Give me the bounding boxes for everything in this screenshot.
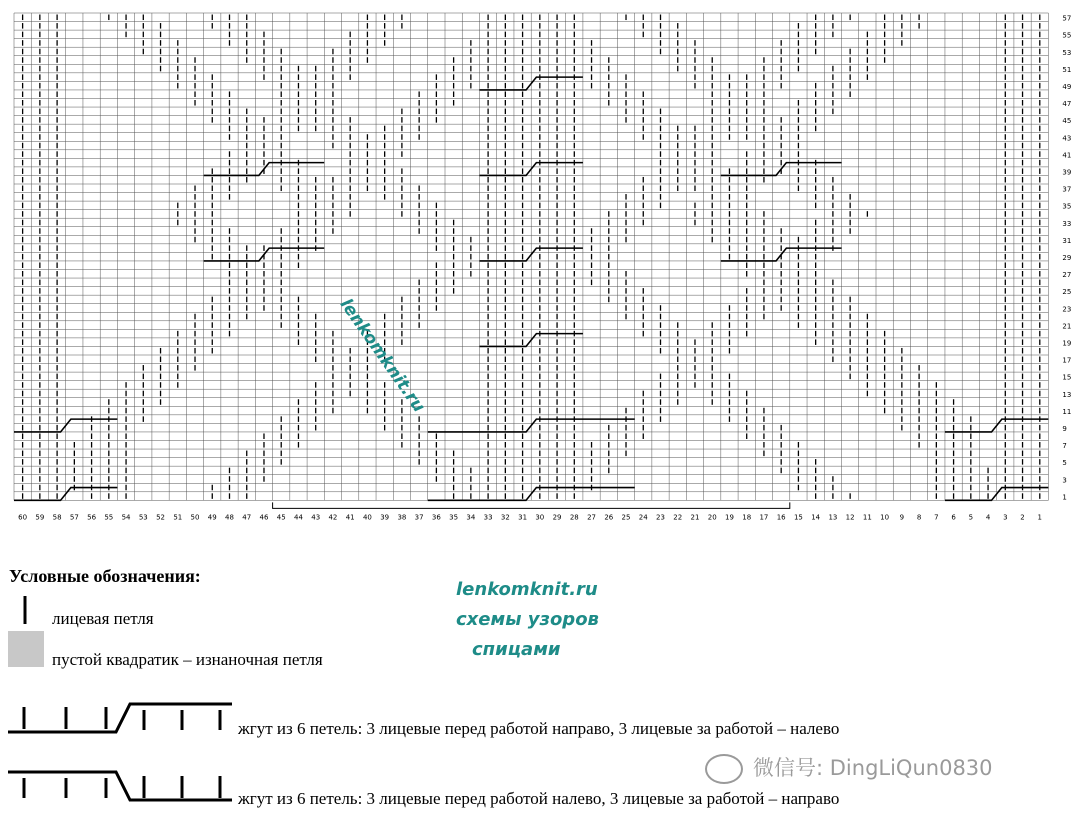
column-label: 35 [449,513,459,522]
row-label: 41 [1062,151,1072,160]
legend-knit-label: лицевая петля [52,609,154,628]
column-label: 27 [587,513,597,522]
legend-purl-label: пустой квадратик – изнаночная петля [52,650,323,669]
row-label: 17 [1062,356,1072,365]
row-label: 1 [1062,493,1067,502]
row-label: 19 [1062,339,1072,348]
column-label: 11 [862,513,872,522]
row-label: 53 [1062,48,1072,57]
column-label: 16 [776,513,786,522]
row-label: 27 [1062,271,1072,280]
column-label: 4 [985,513,991,522]
column-label: 37 [414,513,424,522]
column-label: 32 [500,513,510,522]
row-label: 7 [1062,442,1067,451]
column-label: 15 [793,513,803,522]
column-label: 18 [742,513,752,522]
column-label: 57 [69,513,79,522]
column-label: 58 [52,513,62,522]
column-label: 12 [845,513,855,522]
row-label: 29 [1062,253,1072,262]
column-label: 10 [880,513,890,522]
knit-symbol-icon [10,594,40,626]
left-cable-symbol-icon [6,768,238,808]
row-label: 45 [1062,117,1072,126]
column-label: 56 [87,513,97,522]
row-label: 25 [1062,288,1072,297]
repeat-bracket-line [273,502,790,508]
row-label: 21 [1062,322,1072,331]
column-label: 50 [190,513,200,522]
watermark-site: lenkomknit.ru [456,579,598,600]
column-label: 9 [899,513,905,522]
column-label: 45 [276,513,286,522]
chart-grid [14,13,1048,500]
column-label: 22 [673,513,683,522]
column-label: 40 [362,513,372,522]
column-label: 17 [759,513,769,522]
column-label: 28 [569,513,579,522]
row-label: 3 [1062,476,1067,485]
row-label: 47 [1062,100,1072,109]
column-label: 42 [328,513,338,522]
column-label: 3 [1003,513,1008,522]
row-label: 57 [1062,14,1072,23]
column-label: 38 [397,513,407,522]
column-label: 34 [466,513,476,522]
column-label: 54 [121,513,131,522]
column-label: 23 [656,513,665,522]
row-label: 13 [1062,390,1072,399]
column-label: 20 [707,513,717,522]
column-label: 25 [621,513,631,522]
row-label: 5 [1062,459,1067,468]
pattern-repeat-bracket [273,502,790,508]
row-label: 55 [1062,31,1072,40]
column-number-labels [18,513,1042,521]
row-label: 23 [1062,305,1072,314]
watermark-line2: схемы узоров [456,609,599,630]
row-label: 15 [1062,373,1072,382]
row-label: 35 [1062,202,1072,211]
legend-title: Условные обозначения: [9,566,201,586]
column-label: 31 [518,513,528,522]
column-label: 19 [724,513,734,522]
column-label: 41 [345,513,355,522]
column-label: 44 [293,513,303,522]
row-label: 11 [1062,407,1072,416]
column-label: 55 [104,513,114,522]
row-label: 31 [1062,236,1072,245]
column-label: 59 [35,513,45,522]
row-label: 39 [1062,168,1072,177]
row-label: 49 [1062,82,1072,91]
column-label: 51 [173,513,183,522]
column-label: 21 [690,513,700,522]
watermark-line3: спицами [472,639,561,660]
column-label: 6 [951,513,956,522]
wechat-id: 微信号: DingLiQun0830 [753,756,993,780]
legend-right-cable-label: жгут из 6 петель: 3 лицевые перед работой направо, 3 лицевые за работой – налево [238,719,840,738]
column-label: 48 [225,513,234,522]
column-label: 49 [207,513,217,522]
column-label: 53 [138,513,148,522]
wechat-watermark [705,752,993,784]
column-label: 8 [916,513,922,522]
column-label: 14 [811,513,821,522]
purl-symbol-swatch [8,631,44,667]
column-label: 5 [968,513,974,522]
column-label: 29 [552,513,562,522]
row-label: 43 [1062,134,1072,143]
row-label: 9 [1062,424,1067,433]
column-label: 7 [934,513,939,522]
column-label: 13 [828,513,838,522]
right-cable-symbol-icon [6,700,238,740]
column-label: 2 [1020,513,1025,522]
column-label: 47 [242,513,252,522]
column-label: 52 [156,513,166,522]
legend-left-cable-label: жгут из 6 петель: 3 лицевые перед работой налево, 3 лицевые за работой – направо [238,789,840,808]
column-label: 26 [604,513,614,522]
column-label: 39 [380,513,390,522]
column-label: 46 [259,513,269,522]
column-label: 60 [18,513,28,522]
column-label: 33 [483,513,493,522]
wechat-icon [705,754,743,784]
row-label: 51 [1062,65,1072,74]
row-label: 33 [1062,219,1072,228]
row-label: 37 [1062,185,1072,194]
column-label: 36 [431,513,441,522]
column-label: 1 [1037,513,1043,522]
column-label: 24 [638,513,648,522]
diagonal-watermark: lenkomknit.ru [335,295,429,417]
column-label: 43 [311,513,321,522]
row-number-labels [1062,15,1071,502]
column-label: 30 [535,513,545,522]
